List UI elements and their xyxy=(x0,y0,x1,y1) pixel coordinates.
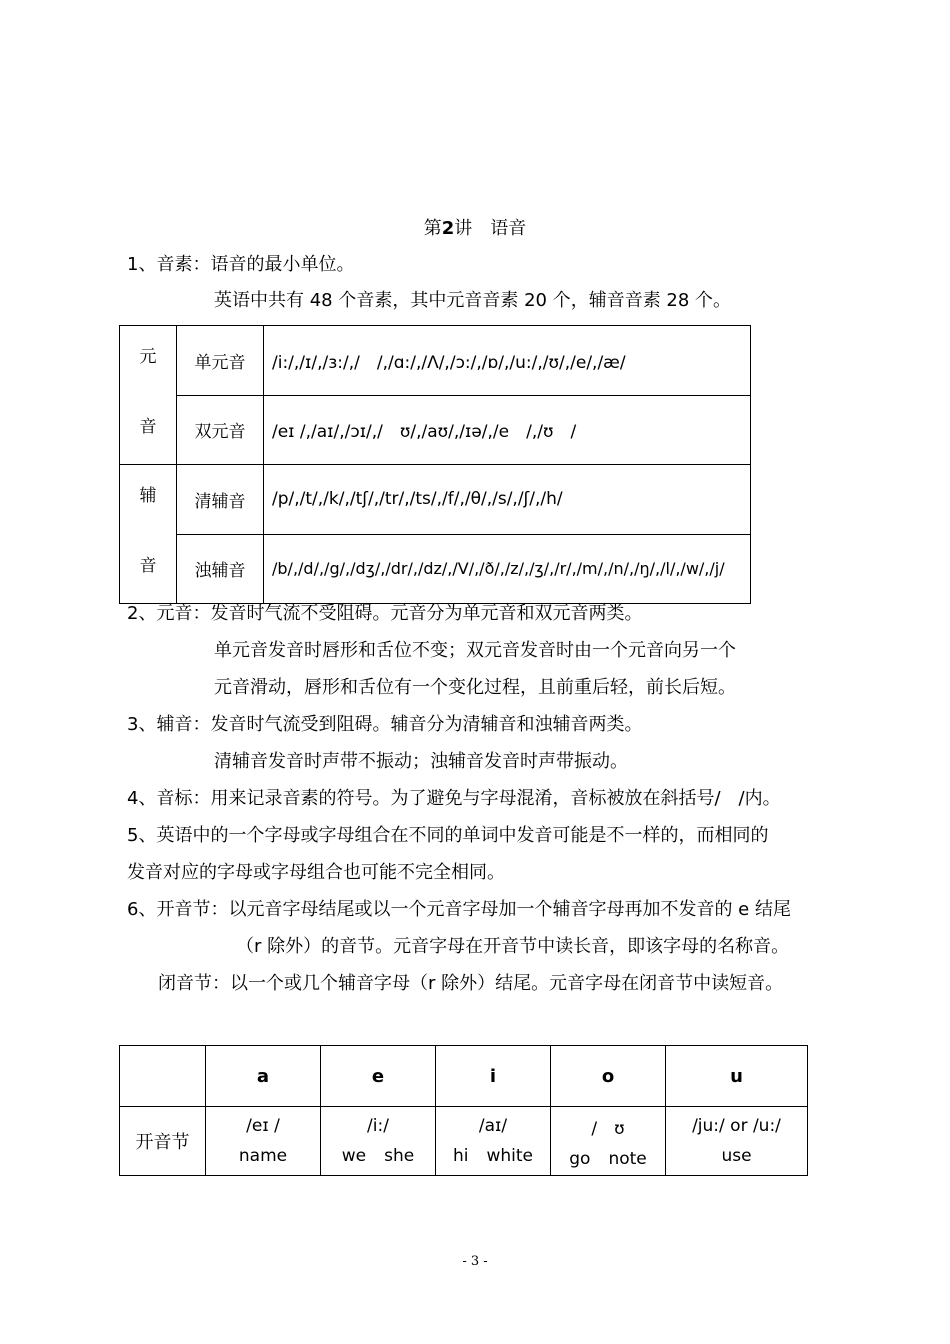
consonant-group-cell: 辅 音 xyxy=(120,465,177,604)
header-empty-cell xyxy=(120,1046,206,1107)
paragraph-6c: 闭音节：以一个或几个辅音字母（r 除外）结尾。元音字母在闭音节中读短音。 xyxy=(158,973,784,994)
table-header-row xyxy=(120,1046,808,1107)
paragraph-6b: （r 除外）的音节。元音字母在开音节中读长音，即该字母的名称音。 xyxy=(236,936,790,957)
phoneme-row-label: 单元音 xyxy=(177,326,264,396)
phoneme-symbols: /i:/,/ɪ/,/ɜ:/,/ /,/ɑ:/,/Λ/,/ɔ:/,/ɒ/,/u:/,/ʊ/,/e/,/æ/ xyxy=(264,326,751,396)
phoneme-row-label: 双元音 xyxy=(177,395,264,465)
header-cell: e xyxy=(321,1046,436,1107)
phoneme-symbols: /b/,/d/,/g/,/dʒ/,/dr/,/dz/,/V/,/ð/,/z/,/ʒ/,/r/,/m/,/n/,/ŋ/,/l/,/w/,/j/ xyxy=(264,534,751,604)
paragraph-3b: 清辅音发音时声带不振动；浊辅音发音时声带振动。 xyxy=(214,751,628,772)
phoneme-table xyxy=(119,325,751,604)
table-row xyxy=(120,1107,808,1176)
table-cell: /aɪ/ hi white xyxy=(436,1107,551,1176)
phoneme-row-label: 清辅音 xyxy=(177,465,264,535)
paragraph-1b: 英语中共有 48 个音素，其中元音音素 20 个，辅音音素 28 个。 xyxy=(214,290,732,311)
paragraph-3: 3、辅音：发音时气流受到阻碍。辅音分为清辅音和浊辅音两类。 xyxy=(127,714,643,735)
table-cell: /i:/ we she xyxy=(321,1107,436,1176)
paragraph-5: 5、英语中的一个字母或字母组合在不同的单词中发音可能是不一样的，而相同的 xyxy=(127,825,769,846)
header-cell: o xyxy=(551,1046,666,1107)
page-title: 第2讲 语音 xyxy=(423,218,527,239)
paragraph-5b: 发音对应的字母或字母组合也可能不完全相同。 xyxy=(127,862,505,883)
vowel-group-cell: 元 音 xyxy=(120,326,177,465)
table-cell: / ʊ go note xyxy=(551,1107,666,1176)
row-label: 开音节 xyxy=(120,1107,206,1176)
paragraph-1: 1、音素：语音的最小单位。 xyxy=(127,254,355,275)
table-row xyxy=(120,534,751,604)
paragraph-2b: 单元音发音时唇形和舌位不变；双元音发音时由一个元音向另一个 xyxy=(214,640,736,661)
phoneme-symbols: /p/,/t/,/k/,/tʃ/,/tr/,/ts/,/f/,/θ/,/s/,/ʃ/,/h/ xyxy=(264,465,751,535)
header-cell: u xyxy=(666,1046,808,1107)
phoneme-symbols: /eɪ /,/aɪ/,/ɔɪ/,/ ʊ/,/aʊ/,/ɪə/,/e /,/ʊ / xyxy=(264,395,751,465)
paragraph-4: 4、音标：用来记录音素的符号。为了避免与字母混淆，音标被放在斜括号/ /内。 xyxy=(127,788,781,809)
header-cell: i xyxy=(436,1046,551,1107)
paragraph-6: 6、开音节：以元音字母结尾或以一个元音字母加一个辅音字母再加不发音的 e 结尾 xyxy=(127,899,791,920)
open-syllable-table xyxy=(119,1045,808,1176)
page-number: - 3 - xyxy=(462,1254,488,1269)
table-row xyxy=(120,395,751,465)
paragraph-2: 2、元音：发音时气流不受阻碍。元音分为单元音和双元音两类。 xyxy=(127,603,643,624)
paragraph-2c: 元音滑动，唇形和舌位有一个变化过程，且前重后轻，前长后短。 xyxy=(214,677,736,698)
table-cell: /eɪ / name xyxy=(206,1107,321,1176)
table-row xyxy=(120,465,751,535)
phoneme-row-label: 浊辅音 xyxy=(177,534,264,604)
header-cell: a xyxy=(206,1046,321,1107)
table-row xyxy=(120,326,751,396)
table-cell: /ju:/ or /u:/ use xyxy=(666,1107,808,1176)
